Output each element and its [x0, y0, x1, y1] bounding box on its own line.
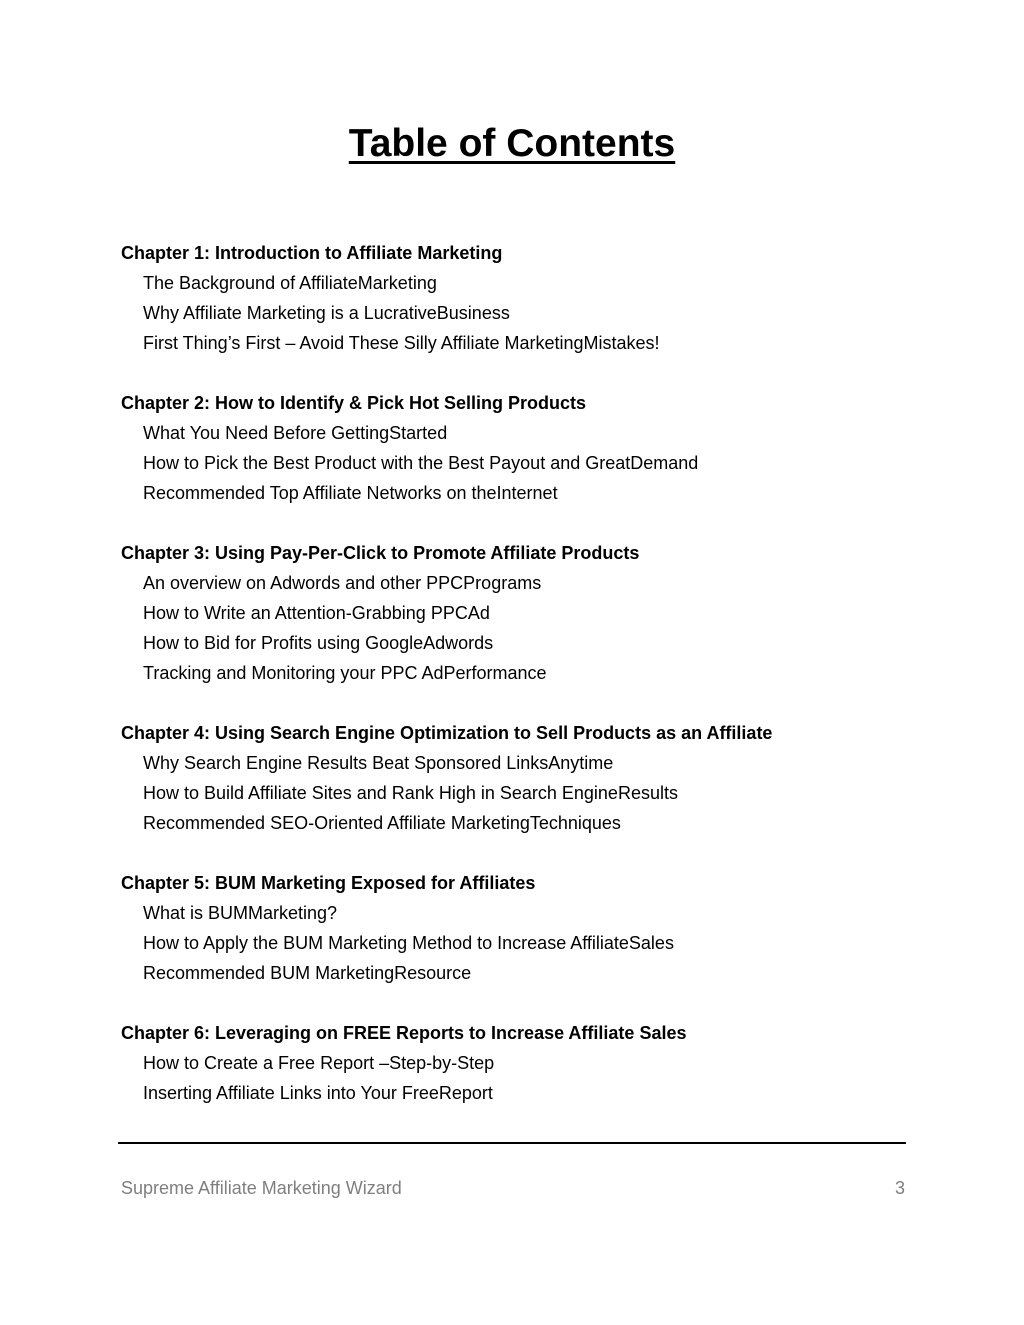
section-list	[121, 898, 921, 988]
chapter-title: Chapter 3: Using Pay-Per-Click to Promote Affiliate Products	[121, 543, 640, 563]
page-number: 3	[894, 1178, 905, 1198]
chapter-title: Chapter 2: How to Identify & Pick Hot Selling Products	[121, 393, 587, 413]
chapter-4	[121, 718, 921, 838]
page-title: Table of Contents	[348, 122, 676, 165]
section-item: Recommended Top Affiliate Networks on theInternet	[143, 483, 558, 503]
section-item: How to Write an Attention-Grabbing PPCAd	[143, 603, 490, 623]
section-item: Why Search Engine Results Beat Sponsored LinksAnytime	[143, 753, 614, 773]
section-item: How to Create a Free Report –Step-by-Step	[143, 1053, 495, 1073]
chapter-title: Chapter 1: Introduction to Affiliate Marketing	[121, 243, 503, 263]
section-item: Recommended SEO-Oriented Affiliate MarketingTechniques	[143, 813, 621, 833]
footer-divider	[118, 1142, 906, 1144]
section-list	[121, 568, 921, 688]
chapter-title: Chapter 5: BUM Marketing Exposed for Affiliates	[121, 873, 536, 893]
section-item: How to Apply the BUM Marketing Method to Increase AffiliateSales	[143, 933, 674, 953]
section-item: Tracking and Monitoring your PPC AdPerformance	[143, 663, 547, 683]
section-item: Inserting Affiliate Links into Your FreeReport	[143, 1083, 493, 1103]
section-item: The Background of AffiliateMarketing	[143, 273, 437, 293]
section-list	[121, 748, 921, 838]
section-item: Why Affiliate Marketing is a LucrativeBusiness	[143, 303, 510, 323]
section-list	[121, 418, 921, 508]
section-item: First Thing’s First – Avoid These Silly Affiliate MarketingMistakes!	[143, 333, 660, 353]
chapter-3	[121, 538, 921, 688]
page-footer	[121, 1176, 905, 1200]
footer-book-title: Supreme Affiliate Marketing Wizard	[121, 1178, 402, 1198]
chapter-title: Chapter 6: Leveraging on FREE Reports to Increase Affiliate Sales	[121, 1023, 687, 1043]
section-item: Recommended BUM MarketingResource	[143, 963, 472, 983]
chapter-2	[121, 388, 921, 508]
chapter-1	[121, 238, 921, 358]
section-item: How to Build Affiliate Sites and Rank High in Search EngineResults	[143, 783, 678, 803]
table-of-contents	[121, 238, 921, 1138]
section-item: What You Need Before GettingStarted	[143, 423, 448, 443]
section-item: An overview on Adwords and other PPCPrograms	[143, 573, 542, 593]
chapter-title: Chapter 4: Using Search Engine Optimization to Sell Products as an Affiliate	[121, 723, 773, 743]
chapter-5	[121, 868, 921, 988]
section-item: How to Bid for Profits using GoogleAdwords	[143, 633, 494, 653]
section-list	[121, 268, 921, 358]
section-item: How to Pick the Best Product with the Best Payout and GreatDemand	[143, 453, 699, 473]
section-list	[121, 1048, 921, 1108]
chapter-6	[121, 1018, 921, 1108]
section-item: What is BUMMarketing?	[143, 903, 338, 923]
